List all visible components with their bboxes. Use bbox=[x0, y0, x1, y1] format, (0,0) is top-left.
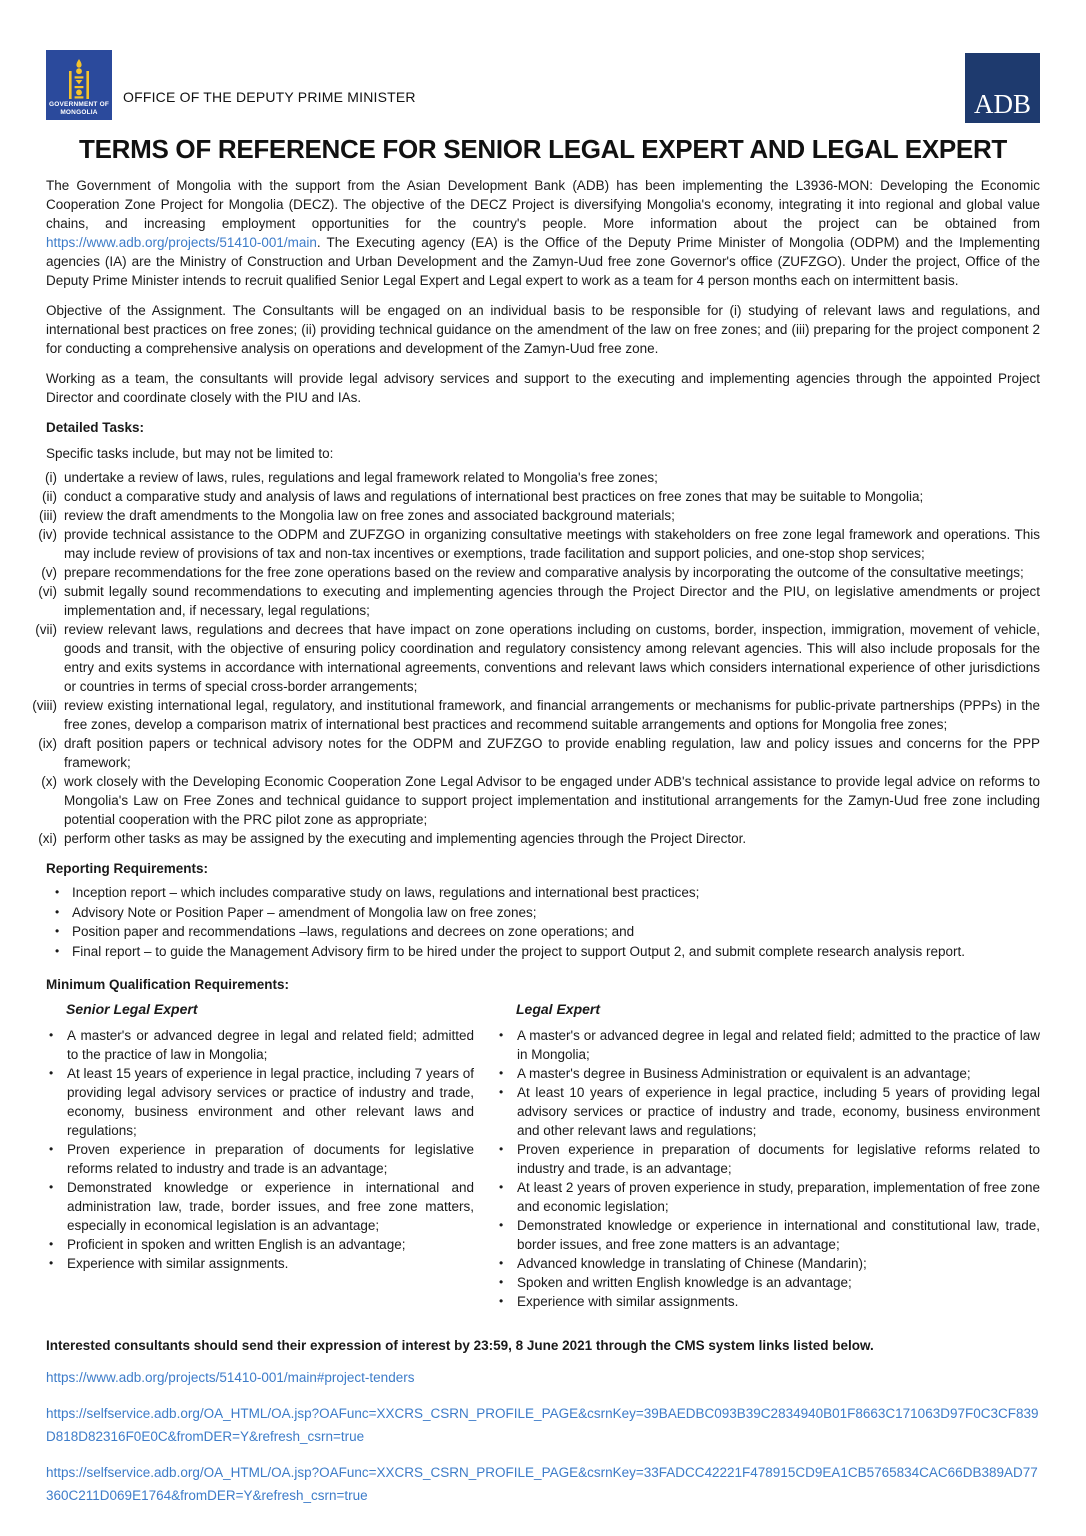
intro-text-before-link: The Government of Mongolia with the support from the Asian Development Bank (ADB) has been implementing the L3936-MON: Developing the Economic Cooperation Zone Project for Mongolia (DECZ). The objective of the DECZ Project is diversifying Mongolia's economy, integrating it into regional and global value chains, and increasing employment opportunities for the country's people. More information about the project can be obtained from bbox=[46, 178, 1040, 231]
bullet-icon: • bbox=[499, 1218, 504, 1232]
senior-legal-expert-column bbox=[46, 1001, 474, 1311]
qualification-item bbox=[46, 1254, 474, 1273]
task-number: (xi) bbox=[38, 831, 57, 846]
bullet-icon: • bbox=[499, 1028, 504, 1042]
task-item bbox=[28, 620, 1040, 696]
task-text: review existing international legal, regulatory, and institutional framework, and financial arrangements or mechanisms for public-private partnerships (PPPs) in the free zones, develop a comparison matrix of international best practices and recommend suitable arrangements and options for Mongolia free zones; bbox=[64, 698, 1040, 732]
header-left bbox=[46, 50, 416, 120]
task-number: (ii) bbox=[42, 489, 57, 504]
reporting-text: Position paper and recommendations –laws, regulations and decrees on zone operations; and bbox=[72, 924, 635, 939]
bullet-icon: • bbox=[499, 1294, 504, 1308]
task-item bbox=[28, 696, 1040, 734]
task-text: prepare recommendations for the free zone operations based on the review and comparative analysis by incorporating the outcome of the consultative meetings; bbox=[64, 565, 1024, 580]
task-number: (vi) bbox=[38, 584, 57, 599]
intro-paragraph bbox=[46, 176, 1040, 290]
legal-expert-title: Legal Expert bbox=[516, 1001, 601, 1017]
qualification-text: A master's or advanced degree in legal and related field; admitted to the practice of law in Mongolia; bbox=[517, 1028, 1040, 1062]
reporting-item bbox=[46, 883, 1040, 903]
bullet-icon: • bbox=[49, 1066, 54, 1080]
expression-of-interest-deadline: Interested consultants should send their expression of interest by 23:59, 8 June 2021 through the CMS system links listed below. bbox=[46, 1338, 874, 1353]
task-text: perform other tasks as may be assigned by the executing and implementing agencies through the Project Director. bbox=[64, 831, 747, 846]
bullet-icon: • bbox=[55, 904, 60, 919]
reporting-list bbox=[46, 883, 1040, 961]
gov-logo-caption-line2: MONGOLIA bbox=[60, 108, 98, 116]
task-number: (vii) bbox=[35, 622, 57, 637]
task-number: (viii) bbox=[32, 698, 57, 713]
task-text: work closely with the Developing Economic Cooperation Zone Legal Advisor to be engaged under ADB's technical assistance to provide legal advice on reforms to Mongolia's Law on Free Zones and technical guidance to support project implementation and institutional arrangements for the Zamyn-Uud free zone including potential cooperation with the PRC pilot zone as appropriate; bbox=[64, 774, 1040, 827]
detailed-tasks-list bbox=[32, 468, 1040, 848]
qualification-item bbox=[46, 1178, 474, 1235]
cms-profile-link-1[interactable]: https://selfservice.adb.org/OA_HTML/OA.jsp?OAFunc=XXCRS_CSRN_PROFILE_PAGE&csrnKey=39BAEDBC093B39C2834940B01F8663C171063D97F0C3CF839D818D82316F0E0C&fromDER=Y&refresh_csrn=true bbox=[46, 1406, 1039, 1444]
project-main-link[interactable]: https://www.adb.org/projects/51410-001/main bbox=[46, 235, 317, 250]
bullet-icon: • bbox=[499, 1275, 504, 1289]
task-text: draft position papers or technical advisory notes for the ODPM and ZUFZGO to provide enabling regulation, law and policy issues and concerns for the PPP framework; bbox=[64, 736, 1040, 770]
qualification-item bbox=[496, 1064, 1040, 1083]
reporting-item bbox=[46, 903, 1040, 923]
task-text: submit legally sound recommendations to executing and implementing agencies through the Project Director and the PIU, on legislative amendments or project implementation and, if necessary, legal regulations; bbox=[64, 584, 1040, 618]
qualification-item bbox=[496, 1140, 1040, 1178]
task-number: (ix) bbox=[38, 736, 57, 751]
qualification-item bbox=[496, 1083, 1040, 1140]
bullet-icon: • bbox=[499, 1180, 504, 1194]
qualification-item bbox=[46, 1026, 474, 1064]
cms-profile-link-1-paragraph bbox=[46, 1402, 1040, 1448]
reporting-heading: Reporting Requirements: bbox=[46, 861, 209, 876]
qualification-item bbox=[496, 1178, 1040, 1216]
bullet-icon: • bbox=[499, 1142, 504, 1156]
bullet-icon: • bbox=[55, 924, 60, 938]
task-item bbox=[28, 506, 1040, 525]
reporting-text: Final report – to guide the Management Advisory firm to be hired under the project to support Output 2, and submit complete research analysis report. bbox=[72, 943, 965, 959]
bullet-icon: • bbox=[49, 1256, 54, 1270]
task-item bbox=[28, 525, 1040, 563]
qualification-text: At least 15 years of experience in legal practice, including 7 years of providing legal advisory services or practice of industry and trade, economy, business environment and other relevant laws and regulations; bbox=[67, 1066, 474, 1138]
qualification-text: Experience with similar assignments. bbox=[67, 1256, 289, 1271]
document-header bbox=[46, 50, 1040, 123]
adb-logo bbox=[965, 53, 1040, 123]
qualification-text: Proven experience in preparation of documents for legislative reforms related to industry and trade, is an advantage; bbox=[517, 1142, 1040, 1176]
task-text: review relevant laws, regulations and decrees that have impact on zone operations including on customs, border, inspection, immigration, movement of vehicle, goods and transit, with the objective of ensuring policy coordination and regulatory consistency among relevant agencies. This will also include proposals for the entry and exits systems in accordance with international agreements, conventions and relevant laws which considers international experience of other jurisdictions or countries in terms of special cross-border arrangements; bbox=[64, 622, 1040, 694]
legal-expert-column bbox=[496, 1001, 1040, 1311]
qualification-item bbox=[496, 1273, 1040, 1292]
detailed-tasks-intro: Specific tasks include, but may not be limited to: bbox=[46, 446, 334, 461]
task-item bbox=[28, 582, 1040, 620]
qualification-columns bbox=[46, 1001, 1040, 1311]
detailed-tasks-heading: Detailed Tasks: bbox=[46, 420, 145, 435]
task-text: review the draft amendments to the Mongolia law on free zones and associated background materials; bbox=[64, 508, 675, 523]
task-item bbox=[28, 772, 1040, 829]
qualification-text: Spoken and written English knowledge is an advantage; bbox=[517, 1275, 852, 1290]
qualification-text: Demonstrated knowledge or experience in international and constitutional law, trade, border issues, and free zone matters is an advantage; bbox=[517, 1218, 1040, 1252]
office-name: OFFICE OF THE DEPUTY PRIME MINISTER bbox=[123, 89, 416, 105]
bullet-icon: • bbox=[49, 1028, 54, 1042]
task-text: undertake a review of laws, rules, regulations and legal framework related to Mongolia's free zones; bbox=[64, 470, 658, 485]
objective-paragraph: Objective of the Assignment. The Consultants will be engaged on an individual basis to be responsible for (i) studying of relevant laws and regulations, and international best practices on free zones; (ii) providing technical guidance on the amendment of the law on free zones; and (iii) preparing for the project component 2 for conducting a comprehensive analysis on operations and development of the Zamyn-Uud free zone. bbox=[46, 303, 1040, 356]
qualification-item bbox=[496, 1292, 1040, 1311]
task-text: conduct a comparative study and analysis of laws and regulations of international best practices on free zones that may be suitable to Mongolia; bbox=[64, 489, 924, 504]
teamwork-paragraph: Working as a team, the consultants will provide legal advisory services and support to the executing and implementing agencies through the appointed Project Director and coordinate closely with the PIU and IAs. bbox=[46, 371, 1040, 405]
gov-logo-caption-line1: GOVERNMENT OF bbox=[48, 100, 110, 108]
adb-logo-text: ADB bbox=[973, 89, 1031, 119]
qualification-text: Advanced knowledge in translating of Chinese (Mandarin); bbox=[517, 1256, 867, 1271]
bullet-icon: • bbox=[499, 1085, 504, 1099]
qualification-text: Demonstrated knowledge or experience in international and administration law, trade, border issues, and free zone matters, especially in economical legislation is an advantage; bbox=[67, 1180, 474, 1233]
qualification-text: Proven experience in preparation of documents for legislative reforms related to industry and trade is an advantage; bbox=[67, 1142, 474, 1176]
qualification-item bbox=[496, 1216, 1040, 1254]
intro-text-after-link: . The Executing agency (EA) is the Office of the Deputy Prime Minister of Mongolia (ODPM) and the Implementing agencies (IA) are the Ministry of Construction and Urban Development and the Zamyn-Uud free zone Governor's office (ZUFZGO). Under the project, Office of the Deputy Prime Minister intends to recruit qualified Senior Legal Expert and Legal expert to work as a team for 4 person months each on intermittent basis. bbox=[46, 235, 1040, 288]
qualification-item bbox=[496, 1026, 1040, 1064]
reporting-item bbox=[46, 922, 1040, 942]
bullet-icon: • bbox=[55, 943, 60, 958]
bullet-icon: • bbox=[49, 1142, 54, 1156]
cms-profile-link-2-paragraph bbox=[46, 1461, 1040, 1507]
task-item bbox=[28, 734, 1040, 772]
page-title: TERMS OF REFERENCE FOR SENIOR LEGAL EXPERT AND LEGAL EXPERT bbox=[78, 134, 1008, 164]
task-text: provide technical assistance to the ODPM and ZUFZGO in organizing consultative meetings with stakeholders on free zone legal framework and operations. This may include review of provisions of tax and non-tax incentives or exemptions, trade facilitation and support policies, and one-stop shop services; bbox=[64, 527, 1040, 561]
task-number: (iii) bbox=[39, 508, 57, 523]
reporting-text: Inception report – which includes comparative study on laws, regulations and international best practices; bbox=[72, 885, 700, 900]
reporting-text: Advisory Note or Position Paper – amendment of Mongolia law on free zones; bbox=[72, 904, 537, 920]
qualifications-heading: Minimum Qualification Requirements: bbox=[46, 977, 290, 992]
qualification-text: At least 10 years of experience in legal practice, including 5 years of providing legal advisory services or practice of industry and trade, economy, business environment and other relevant laws and regulations; bbox=[517, 1085, 1040, 1138]
qualification-text: Proficient in spoken and written English is an advantage; bbox=[67, 1237, 406, 1252]
qualification-item bbox=[496, 1254, 1040, 1273]
bullet-icon: • bbox=[55, 885, 60, 899]
task-item bbox=[28, 487, 1040, 506]
qualification-text: A master's degree in Business Administration or equivalent is an advantage; bbox=[517, 1066, 971, 1081]
task-number: (iv) bbox=[38, 527, 57, 542]
government-of-mongolia-logo bbox=[46, 50, 112, 120]
qualification-item bbox=[46, 1140, 474, 1178]
task-item bbox=[28, 829, 1040, 848]
qualification-item bbox=[46, 1235, 474, 1254]
task-number: (v) bbox=[41, 565, 57, 580]
qualification-text: Experience with similar assignments. bbox=[517, 1294, 739, 1309]
bullet-icon: • bbox=[49, 1180, 54, 1194]
task-number: (i) bbox=[45, 470, 57, 485]
reporting-item bbox=[46, 942, 1040, 962]
bullet-icon: • bbox=[499, 1066, 504, 1080]
bullet-icon: • bbox=[499, 1256, 504, 1270]
task-item bbox=[28, 563, 1040, 582]
cms-profile-link-2[interactable]: https://selfservice.adb.org/OA_HTML/OA.jsp?OAFunc=XXCRS_CSRN_PROFILE_PAGE&csrnKey=33FADCC42221F478915CD9EA1CB5765834CAC66DB389AD77360C211D069E1764&fromDER=Y&refresh_csrn=true bbox=[46, 1465, 1038, 1503]
soyombo-icon bbox=[66, 59, 92, 99]
senior-legal-expert-title: Senior Legal Expert bbox=[66, 1001, 198, 1017]
bullet-icon: • bbox=[49, 1237, 54, 1251]
qualification-text: At least 2 years of proven experience in study, preparation, implementation of free zone and economic legislation; bbox=[517, 1180, 1040, 1214]
task-item bbox=[28, 468, 1040, 487]
project-tenders-link-paragraph bbox=[46, 1366, 1040, 1389]
task-number: (x) bbox=[41, 774, 57, 789]
project-tenders-link[interactable]: https://www.adb.org/projects/51410-001/main#project-tenders bbox=[46, 1370, 415, 1385]
qualification-text: A master's or advanced degree in legal and related field; admitted to the practice of law in Mongolia; bbox=[67, 1028, 474, 1062]
qualification-item bbox=[46, 1064, 474, 1140]
